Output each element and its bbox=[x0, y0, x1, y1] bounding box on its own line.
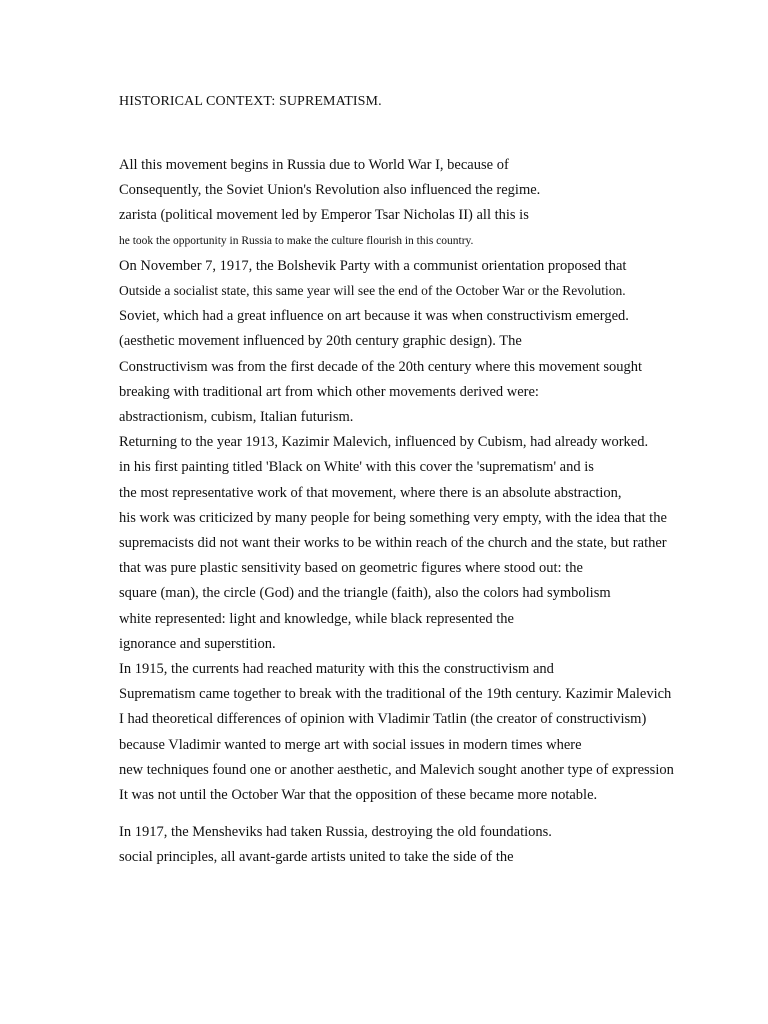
text-line: square (man), the circle (God) and the triangle (faith), also the colors had symbolism bbox=[119, 585, 611, 601]
text-line: in his first painting titled 'Black on White' with this cover the 'suprematism' and is bbox=[119, 459, 594, 475]
text-line: Consequently, the Soviet Union's Revolution also influenced the regime. bbox=[119, 182, 541, 198]
text-line: Constructivism was from the first decade of the 20th century where this movement sought bbox=[119, 359, 643, 375]
text-line: abstractionism, cubism, Italian futurism. bbox=[119, 409, 354, 425]
text-line: Outside a socialist state, this same year will see the end of the October War or the Revolution. bbox=[119, 283, 626, 298]
text-line: because Vladimir wanted to merge art with social issues in modern times where bbox=[119, 737, 582, 753]
text-line: zarista (political movement led by Emperor Tsar Nicholas II) all this is bbox=[119, 207, 529, 223]
text-line: (aesthetic movement influenced by 20th century graphic design). The bbox=[119, 333, 522, 349]
text-line: that was pure plastic sensitivity based on geometric figures where stood out: the bbox=[119, 560, 583, 576]
text-line: On November 7, 1917, the Bolshevik Party with a communist orientation proposed that bbox=[119, 258, 627, 274]
text-line: new techniques found one or another aesthetic, and Malevich sought another type of expression bbox=[119, 762, 674, 778]
text-line: white represented: light and knowledge, while black represented the bbox=[119, 611, 514, 627]
text-line: supremacists did not want their works to be within reach of the church and the state, but rather bbox=[119, 535, 667, 551]
document-title: HISTORICAL CONTEXT: SUPREMATISM. bbox=[119, 94, 382, 109]
text-line: social principles, all avant-garde artists united to take the side of the bbox=[119, 849, 514, 865]
text-line: the most representative work of that movement, where there is an absolute abstraction, bbox=[119, 485, 622, 501]
text-line: ignorance and superstition. bbox=[119, 636, 276, 652]
text-line: In 1917, the Mensheviks had taken Russia, destroying the old foundations. bbox=[119, 824, 552, 840]
text-line: breaking with traditional art from which other movements derived were: bbox=[119, 384, 539, 400]
text-line: Soviet, which had a great influence on art because it was when constructivism emerged. bbox=[119, 308, 629, 324]
text-line: All this movement begins in Russia due to World War I, because of bbox=[119, 157, 509, 173]
text-line: I had theoretical differences of opinion with Vladimir Tatlin (the creator of constructivism) bbox=[119, 711, 647, 727]
text-line: his work was criticized by many people for being something very empty, with the idea that the bbox=[119, 510, 667, 526]
text-line: In 1915, the currents had reached maturity with this the constructivism and bbox=[119, 661, 554, 677]
text-line: It was not until the October War that the opposition of these became more notable. bbox=[119, 787, 598, 803]
text-line: Suprematism came together to break with the traditional of the 19th century. Kazimir Malevich bbox=[119, 686, 672, 702]
text-line: he took the opportunity in Russia to make the culture flourish in this country. bbox=[119, 235, 474, 247]
text-line: Returning to the year 1913, Kazimir Malevich, influenced by Cubism, had already worked. bbox=[119, 434, 649, 450]
